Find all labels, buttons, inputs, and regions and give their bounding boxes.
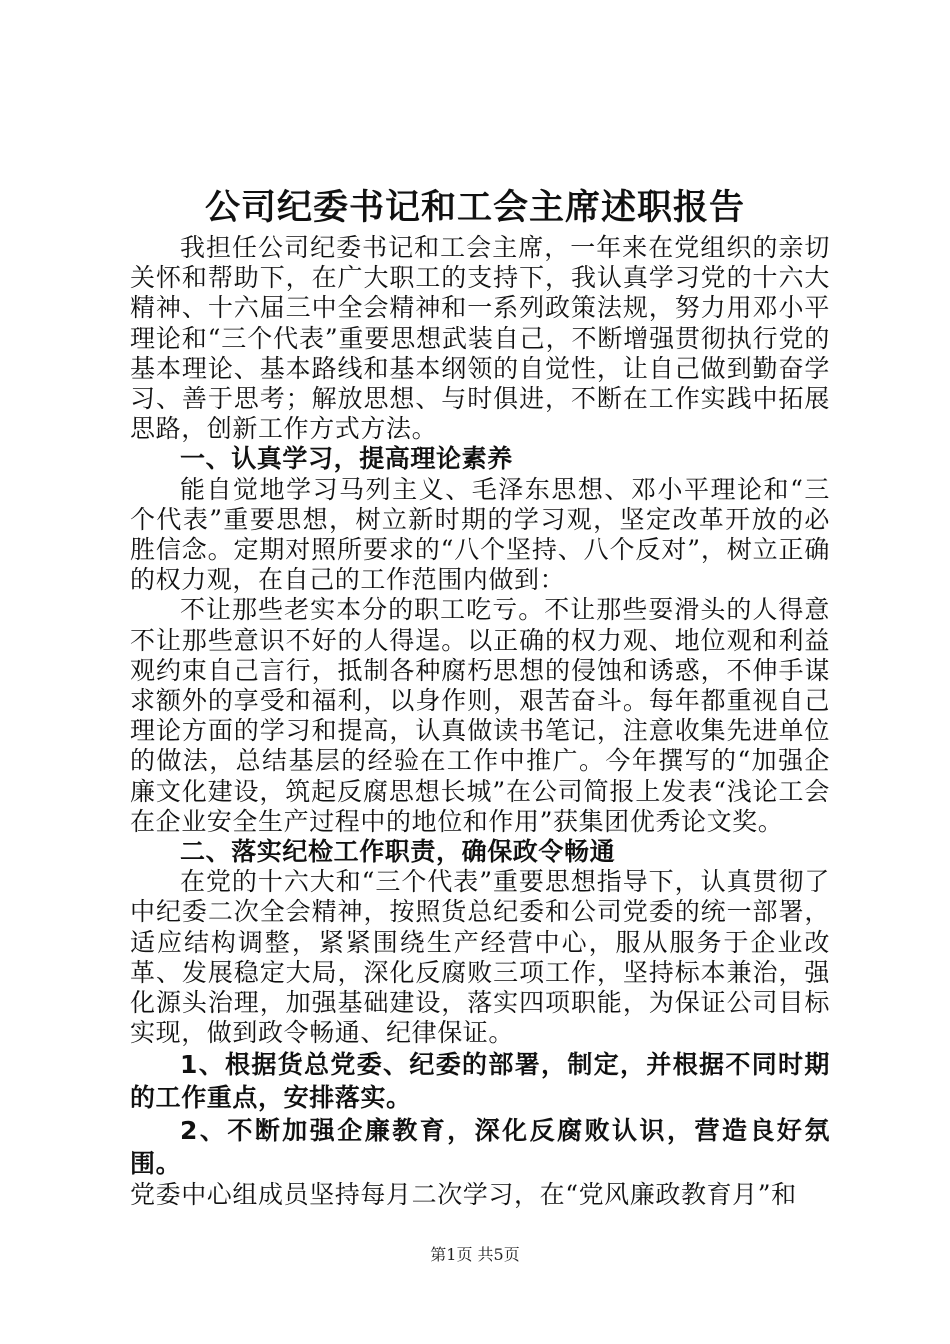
intro-paragraph: 我担任公司纪委书记和工会主席，一年来在党组织的亲切关怀和帮助下，在广大职工的支持下，我认真学习党的十六大精神、十六届三中全会精神和一系列政策法规，努力用邓小平理论和“三个代表”重要思想武装自己，不断增强贯彻执行党的基本理论、基本路线和基本纲领的自觉性，让自己做到勤奋学习、善于思考；解放思想、与时俱进，不断在工作实践中拓展思路，创新工作方式方法。 <box>130 233 830 444</box>
document-body <box>130 233 830 1211</box>
section-heading-2: 二、落实纪检工作职责，确保政令畅通 <box>180 837 616 867</box>
subsection-heading-1: 1、根据货总党委、纪委的部署，制定，并根据不同时期的工作重点，安排落实。 <box>130 1050 830 1113</box>
section-1-paragraph-2: 不让那些老实本分的职工吃亏。不让那些耍滑头的人得意不让那些意识不好的人得逞。以正确的权力观、地位观和利益观约束自己言行，抵制各种腐朽思想的侵蚀和诱惑，不伸手谋求额外的享受和福利，以身作则，艰苦奋斗。每年都重视自己理论方面的学习和提高，认真做读书笔记，注意收集先进单位的做法，总结基层的经验在工作中推广。今年撰写的“加强企廉文化建设，筑起反腐思想长城”在公司简报上发表“浅论工会在企业安全生产过程中的地位和作用”获集团优秀论文奖。 <box>130 595 830 836</box>
subsection-2-paragraph: 党委中心组成员坚持每月二次学习，在“党风廉政教育月”和 <box>130 1180 797 1210</box>
section-2-paragraph-1: 在党的十六大和“三个代表”重要思想指导下，认真贯彻了中纪委二次全会精神，按照货总纪委和公司党委的统一部署，适应结构调整，紧紧围绕生产经营中心，服从服务于企业改革、发展稳定大局，深化反腐败三项工作，坚持标本兼治，强化源头治理，加强基础建设，落实四项职能，为保证公司目标实现，做到政令畅通、纪律保证。 <box>130 867 830 1048</box>
section-heading-1: 一、认真学习，提高理论素养 <box>180 444 513 474</box>
subsection-heading-2: 2、不断加强企廉教育，深化反腐败认识，营造良好氛围。 <box>130 1116 830 1179</box>
section-1-paragraph-1: 能自觉地学习马列主义、毛泽东思想、邓小平理论和“三个代表”重要思想，树立新时期的学习观，坚定改革开放的必胜信念。定期对照所要求的“八个坚持、八个反对”，树立正确的权力观，在自己的工作范围内做到： <box>130 474 830 595</box>
document-title: 公司纪委书记和工会主席述职报告 <box>204 188 745 228</box>
page-footer: 第1页 共5页 <box>430 1245 520 1264</box>
